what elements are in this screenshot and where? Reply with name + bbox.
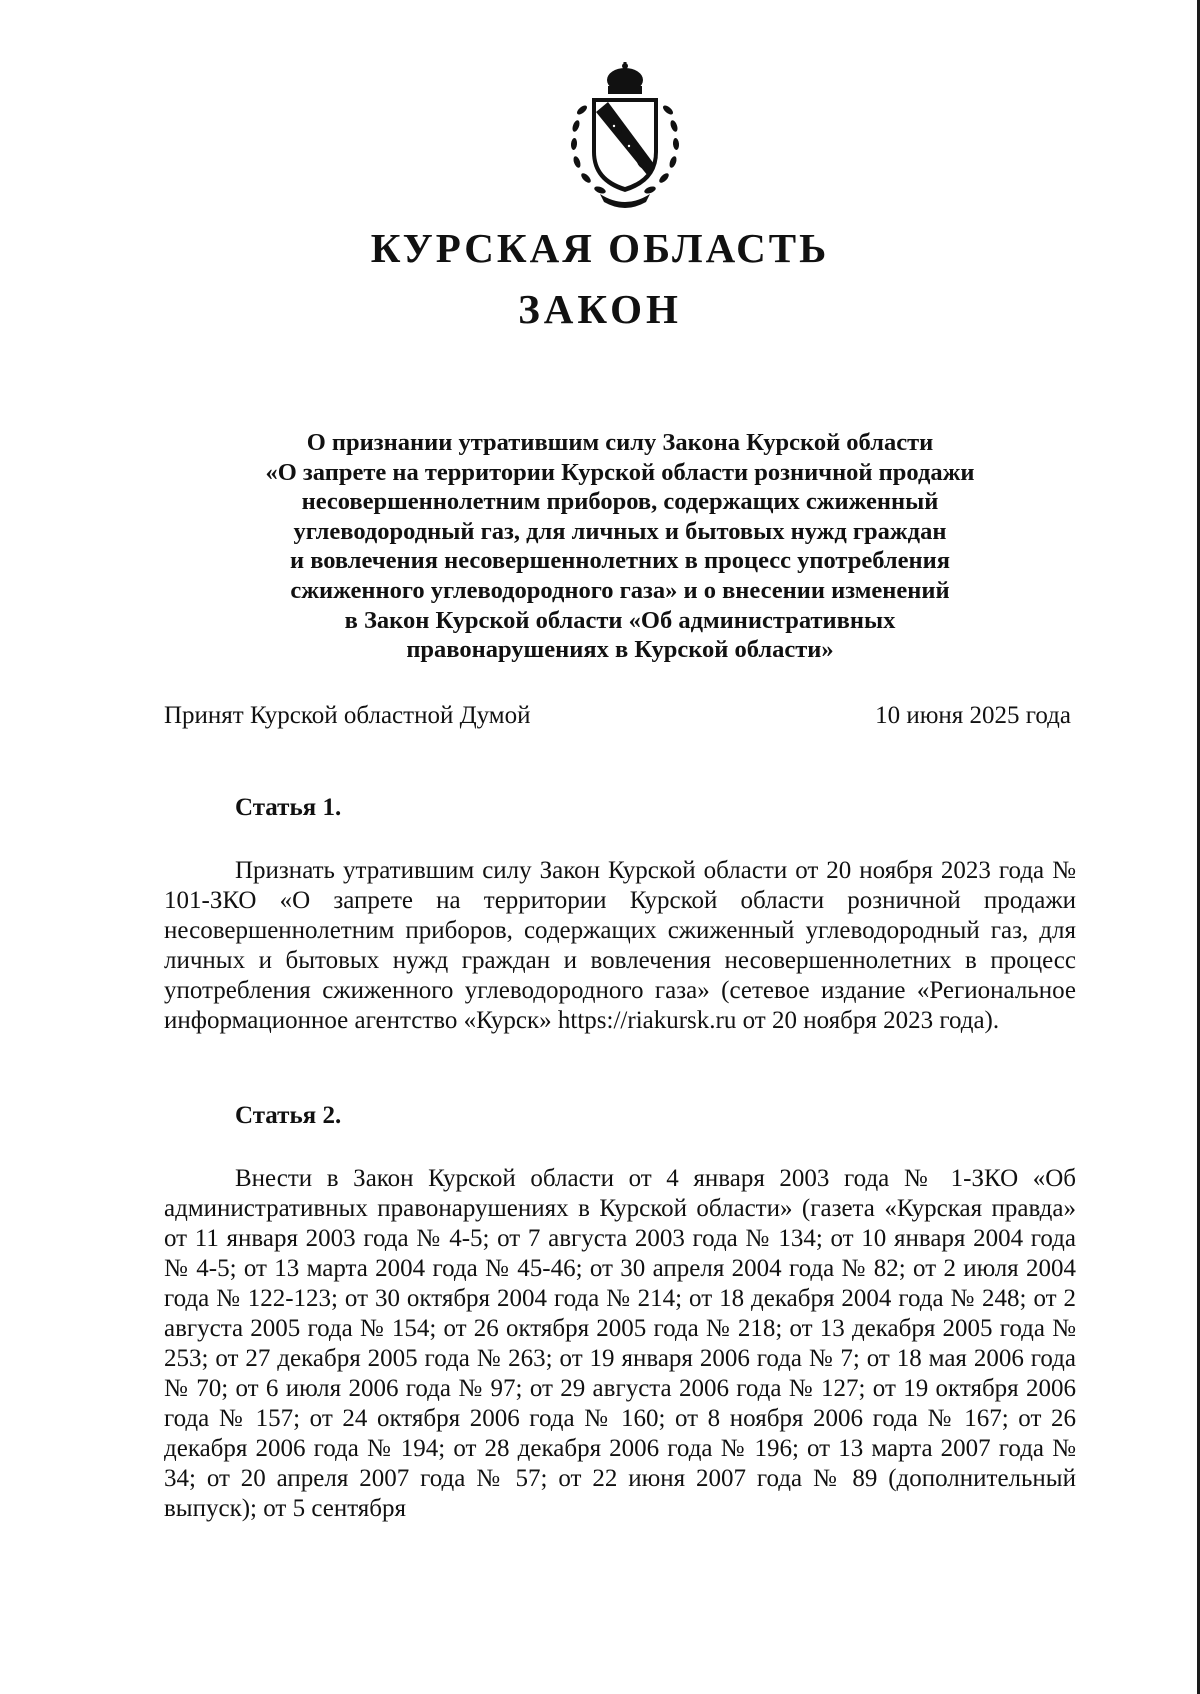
law-title-line: сжиженного углеводородного газа» и о внесении изменений [290,576,950,604]
article-1-heading: Статья 1. [235,794,342,821]
adoption-date: 10 июня 2025 года [875,702,1071,729]
article-2-text: Внести в Закон Курской области от 4 января 2003 года № 1-ЗКО «Об административных правонарушениях в Курской области» (газета «Курская правда» от 11 января 2003 года № 4-5; от 7 августа 2003 года № 134; от 10 января 2004 года № 4-5; от 13 марта 2004 года № 45-46; от 30 апреля 2004 года № 82; от 2 июля 2004 года № 122-123; от 30 октября 2004 года № 214; от 18 декабря 2004 года № 248; от 2 августа 2005 года № 154; от 26 октября 2005 года № 218; от 13 декабря 2005 года № 253; от 27 декабря 2005 года № 263; от 19 января 2006 года № 7; от 18 мая 2006 года № 70; от 6 июля 2006 года № 97; от 29 августа 2006 года № 127; от 19 октября 2006 года № 157; от 24 октября 2006 года № 160; от 8 ноября 2006 года № 167; от 26 декабря 2006 года № 194; от 28 декабря 2006 года № 196; от 13 марта 2007 года № 34; от 20 апреля 2007 года № 57; от 22 июня 2007 года № 89 (дополнительный выпуск); от 5 сентября [164,1165,1076,1522]
article-2-heading: Статья 2. [235,1102,342,1129]
law-title-line: и вовлечения несовершеннолетних в процесс употребления [289,547,951,575]
law-title-line: углеводородный газ, для личных и бытовых нужд граждан [293,517,947,545]
law-title-line: в Закон Курской области «Об административных [344,606,896,634]
region-title: КУРСКАЯ ОБЛАСТЬ [370,225,830,271]
document-type-title: ЗАКОН [518,286,682,332]
coat-of-arms-emblem [560,60,690,210]
law-title-line: несовершеннолетним приборов, содержащих сжиженный [301,488,939,516]
law-title-line: «О запрете на территории Курской области розничной продажи [265,458,975,486]
law-title-line: правонарушениях в Курской области» [406,636,834,664]
law-title [160,428,1080,665]
law-title-line: О признании утратившим силу Закона Курской области [306,429,934,456]
adopted-by: Принят Курской областной Думой [164,702,531,729]
adoption-row [164,700,1071,732]
article-1-text: Признать утратившим силу Закон Курской области от 20 ноября 2023 года № 101-ЗКО «О запрете на территории Курской области розничной продажи несовершеннолетним приборов, содержащих сжиженный углеводородный газ, для личных и бытовых нужд граждан и вовлечения несовершеннолетних в процесс употребления сжиженного углеводородного газа» (сетевое издание «Региональное информационное агентство «Курск» https://riakursk.ru от 20 ноября 2023 года). [164,857,1076,1034]
